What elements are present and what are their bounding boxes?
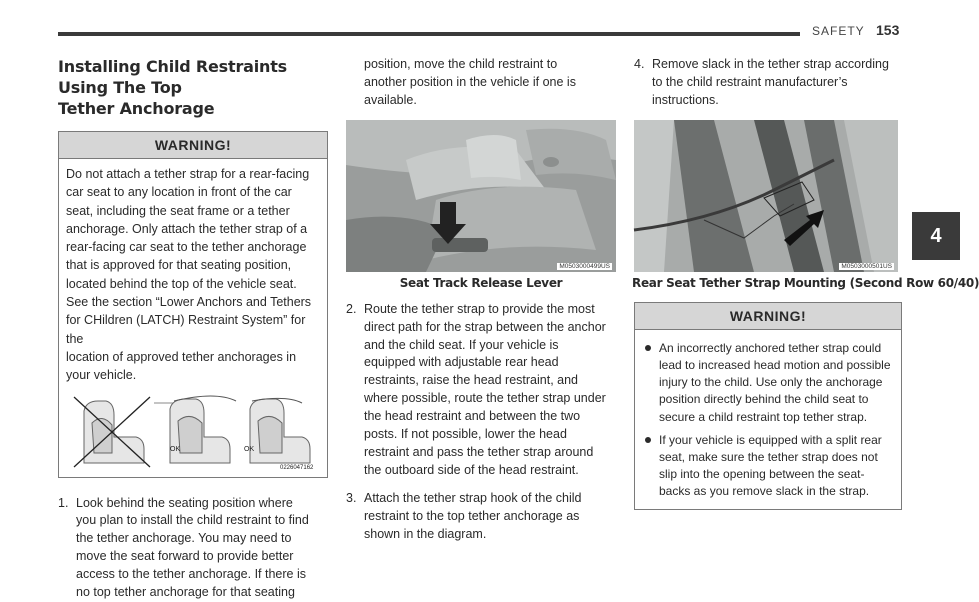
warning-title: WARNING!	[59, 132, 327, 159]
column-middle	[346, 56, 616, 544]
seat-track-image	[346, 120, 616, 272]
column-left	[58, 56, 328, 602]
step-number: 1.	[58, 495, 69, 510]
figure-code: M0503000501US	[841, 262, 892, 270]
step-4: 4. Remove slack in the tether strap according to the child restraint manufacturer’s instructions.	[634, 57, 889, 107]
child-seat-sketch	[66, 393, 319, 471]
child-seat-illustration	[66, 393, 322, 471]
step-number: 4.	[634, 57, 645, 71]
tether-strap-photo	[634, 120, 898, 272]
header-rule	[58, 32, 800, 36]
seat-track-photo	[346, 120, 616, 272]
chapter-tab[interactable]	[912, 212, 960, 260]
bullet-dot-icon	[645, 437, 651, 443]
figure-tether-strap	[632, 120, 979, 290]
sketch-code: 0226047162	[280, 464, 314, 471]
ok-label-2: OK	[244, 445, 255, 453]
warning-box-tether	[634, 302, 902, 510]
warning-title: WARNING!	[635, 303, 901, 330]
step-3: 3. Attach the tether strap hook of the child restraint to the top tether anchorage as shown in the diagram.	[346, 490, 582, 541]
step-number: 2.	[346, 301, 357, 316]
chapter-tab-label: 4	[930, 224, 942, 247]
figure-caption: Rear Seat Tether Strap Mounting (Second Row 60/40)	[632, 275, 979, 290]
warning-box-rear-facing	[58, 131, 328, 478]
warning-bullet: If your vehicle is equipped with a split rear seat, make sure the tether strap does not slip into the opening between the seat- backs as you remove slack in the strap.	[645, 432, 893, 501]
ok-label-1: OK	[170, 445, 181, 453]
page-number: 153	[876, 22, 900, 38]
figure-seat-track	[346, 120, 616, 290]
bullet-dot-icon	[645, 345, 651, 351]
step-1-continued: position, move the child restraint to another position in the vehicle if one is available.	[364, 57, 576, 107]
warning-text: Do not attach a tether strap for a rear-facing car seat to any location in front of the car seat, including the seat frame or a tether anchorage. Only attach the tether strap of a rear-facing car seat to the tether anchorage that is approved for that seating position, located behind the top of the vehicle seat. See the section “Lower Anchors and Tethers for CHildren (LATCH) Restraint System” for the location of approved tether anchorages in your vehicle. OK OK 0226047162	[59, 159, 327, 477]
section-heading: Installing Child Restraints Using The Top Tether Anchorage	[58, 57, 287, 118]
warning-bullets	[635, 330, 901, 509]
step-number: 3.	[346, 490, 357, 505]
step-2: 2. Route the tether strap to provide the most direct path for the strap between the anchor and the child seat. If your vehicle is equipped with adjustable rear head restraints, raise the head restraint, and where possible, route the tether strap under the head restraint and between the two posts. If not possible, lower the head restraint and pass the tether strap around the outboard side of the head restraint.	[346, 301, 606, 477]
column-right	[632, 56, 979, 510]
step-1: 1. Look behind the seating position where you plan to install the child restraint to find the tether anchorage. You may need to move the seat forward to provide better access to the tether anchorage. If there is no top tether anchorage for that seating	[58, 495, 309, 600]
figure-caption: Seat Track Release Lever	[399, 275, 563, 290]
header-section-title: SAFETY	[812, 24, 865, 38]
tether-strap-image	[634, 120, 898, 272]
figure-code: M0503000499US	[559, 262, 610, 270]
warning-bullet: An incorrectly anchored tether strap could lead to increased head motion and possible injury to the child. Use only the anchorage position directly behind the child seat to secure a child restraint top tether strap.	[645, 340, 893, 426]
